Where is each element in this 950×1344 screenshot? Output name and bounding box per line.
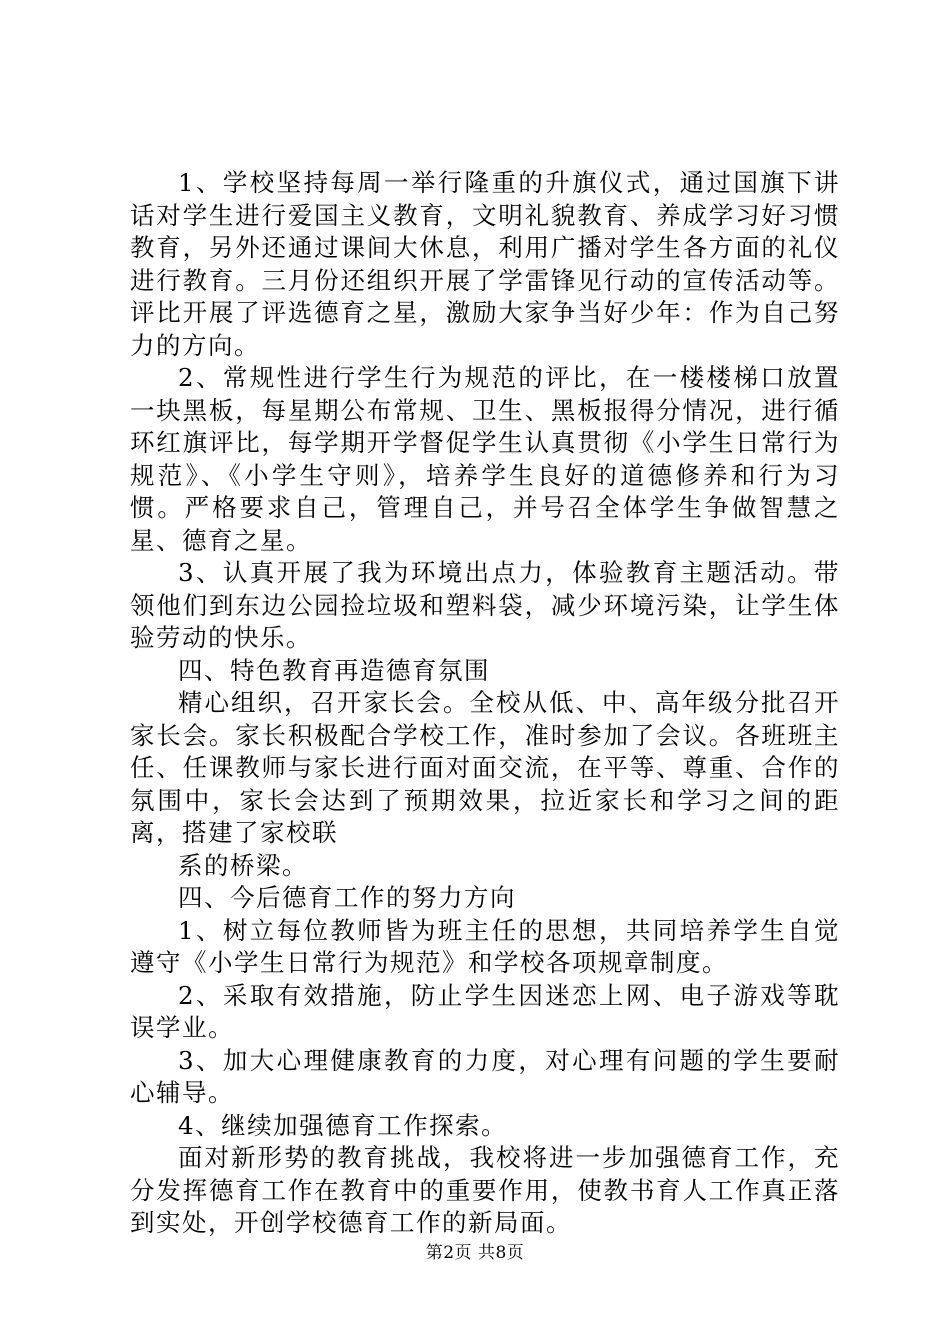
- list-item-3: 3、加大心理健康教育的力度，对心理有问题的学生要耐心辅导。: [130, 1045, 840, 1107]
- list-item-2: 2、采取有效措施，防止学生因迷恋上网、电子游戏等耽误学业。: [130, 980, 840, 1042]
- page-number-footer: 第2页 共8页: [425, 1243, 525, 1263]
- paragraph-item-2: 2、常规性进行学生行为规范的评比，在一楼楼梯口放置一块黑板，每星期公布常规、卫生、黑板报得分情况，进行循环红旗评比，每学期开学督促学生认真贯彻《小学生日常行为规范》、《小学生守则》，培养学生良好的道德修养和行为习惯。严格要求自己，管理自己，并号召全体学生争做智慧之星、德育之星。: [130, 363, 840, 555]
- section-heading-special-education: 四、特色教育再造德育氛围: [178, 655, 490, 685]
- list-item-1: 1、树立每位教师皆为班主任的思想，共同培养学生自觉遵守《小学生日常行为规范》和学校各项规章制度。: [130, 915, 840, 977]
- paragraph-item-3: 3、认真开展了我为环境出点力，体验教育主题活动。带领他们到东边公园捡垃圾和塑料袋，减少环境污染，让学生体验劳动的快乐。: [130, 558, 840, 652]
- paragraph-parent-meeting: 精心组织，召开家长会。全校从低、中、高年级分批召开家长会。家长积极配合学校工作，准时参加了会议。各班班主任、任课教师与家长进行面对面交流，在平等、尊重、合作的氛围中，家长会达到了预期效果，拉近家长和学习之间的距离，搭建了家校联: [130, 688, 840, 847]
- list-item-4: 4、继续加强德育工作探索。: [178, 1110, 508, 1140]
- closing-paragraph: 面对新形势的教育挑战，我校将进一步加强德育工作，充分发挥德育工作在教育中的重要作用，使教书育人工作真正落到实处，开创学校德育工作的新局面。: [130, 1143, 840, 1237]
- paragraph-bridge: 系的桥梁。: [178, 850, 308, 880]
- document-body: [130, 167, 840, 1240]
- section-heading-future-direction: 四、今后德育工作的努力方向: [178, 883, 516, 912]
- paragraph-item-1: 1、学校坚持每周一举行隆重的升旗仪式，通过国旗下讲话对学生进行爱国主义教育，文明礼貌教育、养成学习好习惯教育，另外还通过课间大休息，利用广播对学生各方面的礼仪进行教育。三月份还组织开展了学雷锋见行动的宣传活动等。评比开展了评选德育之星，激励大家争当好少年：作为自己努力的方向。: [130, 168, 840, 360]
